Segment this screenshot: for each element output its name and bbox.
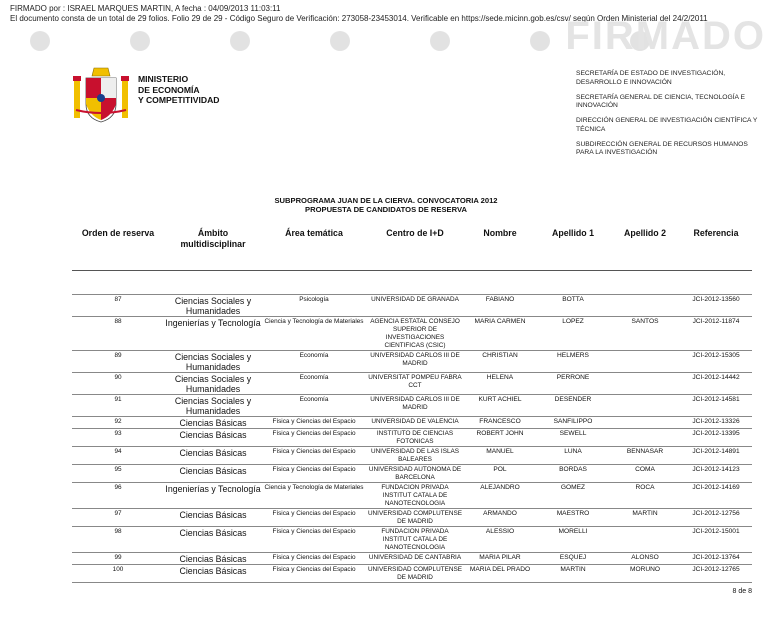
subject-area-cell: Ciencia y Tecnología de Materiales xyxy=(262,483,366,509)
reference-cell: JCI-2012-14442 xyxy=(680,373,752,395)
secretariat-block xyxy=(576,70,766,164)
field-cell: Ingenierías y Tecnología xyxy=(164,483,262,509)
reserve-order-cell: 93 xyxy=(72,429,164,447)
document-title: SUBPROGRAMA JUAN DE LA CIERVA. CONVOCATORIA 2012 xyxy=(274,196,498,205)
field-cell: Ciencias Sociales y Humanidades xyxy=(164,373,262,395)
reference-cell: JCI-2012-12765 xyxy=(680,565,752,583)
field-cell: Ciencias Básicas xyxy=(164,553,262,565)
reference-cell: JCI-2012-15305 xyxy=(680,351,752,373)
reference-cell: JCI-2012-12756 xyxy=(680,509,752,527)
document-subtitle: PROPUESTA DE CANDIDATOS DE RESERVA xyxy=(305,205,467,214)
surname-1-cell: MAESTRO xyxy=(536,509,610,527)
reference-cell: JCI-2012-13764 xyxy=(680,553,752,565)
subject-area-cell: Física y Ciencias del Espacio xyxy=(262,509,366,527)
surname-2-cell xyxy=(610,351,680,373)
reserve-order-cell: 91 xyxy=(72,395,164,417)
secretariat-line: SECRETARÍA DE ESTADO DE INVESTIGACIÓN, DESARROLLO E INNOVACIÓN xyxy=(576,70,726,86)
first-name-cell: MANUEL xyxy=(464,447,536,465)
surname-2-cell: MARTIN xyxy=(610,509,680,527)
surname-1-cell: LUNA xyxy=(536,447,610,465)
ministry-line-2: DE ECONOMÍA xyxy=(138,84,200,95)
surname-2-cell: BENNASAR xyxy=(610,447,680,465)
first-name-cell: MARIA DEL PRADO xyxy=(464,565,536,583)
subject-area-cell: Física y Ciencias del Espacio xyxy=(262,527,366,553)
reserve-order-cell: 95 xyxy=(72,465,164,483)
ministry-name xyxy=(138,74,220,106)
first-name-cell: ALEJANDRO xyxy=(464,483,536,509)
field-cell: Ciencias Sociales y Humanidades xyxy=(164,295,262,317)
subject-area-cell: Economía xyxy=(262,373,366,395)
reference-cell: JCI-2012-14581 xyxy=(680,395,752,417)
first-name-cell: MARIA CARMEN xyxy=(464,317,536,351)
field-cell: Ciencias Básicas xyxy=(164,527,262,553)
table-row xyxy=(72,465,752,483)
surname-2-cell: COMA xyxy=(610,465,680,483)
reserve-order-cell: 100 xyxy=(72,565,164,583)
first-name-cell: HELENA xyxy=(464,373,536,395)
reserve-order-cell: 99 xyxy=(72,553,164,565)
signature-line-2: El documento consta de un total de 29 folios. Folio 29 de 29 - Código Seguro de Verificación: 273058-23453014. Verificable en https://sede.micinn.gob.es/csv/ según Orden Ministerial del 24/2/2011 xyxy=(10,14,708,23)
reserve-order-cell: 87 xyxy=(72,295,164,317)
column-header: Ámbito multidisciplinar xyxy=(164,226,262,271)
research-center-cell: AGENCIA ESTATAL CONSEJO SUPERIOR DE INVESTIGACIONES CIENTIFICAS (CSIC) xyxy=(366,317,464,351)
subject-area-cell: Física y Ciencias del Espacio xyxy=(262,465,366,483)
reserve-order-cell: 89 xyxy=(72,351,164,373)
subject-area-cell: Física y Ciencias del Espacio xyxy=(262,553,366,565)
first-name-cell: CHRISTIAN xyxy=(464,351,536,373)
surname-1-cell: BOTTA xyxy=(536,295,610,317)
first-name-cell: FRANCESCO xyxy=(464,417,536,429)
table-row xyxy=(72,417,752,429)
research-center-cell: UNIVERSIDAD AUTONOMA DE BARCELONA xyxy=(366,465,464,483)
table-spacer-row xyxy=(72,271,752,295)
column-header: Centro de I+D xyxy=(366,226,464,271)
table-row xyxy=(72,483,752,509)
table-row xyxy=(72,317,752,351)
reference-cell: JCI-2012-14891 xyxy=(680,447,752,465)
surname-2-cell: MORUNO xyxy=(610,565,680,583)
reserve-order-cell: 92 xyxy=(72,417,164,429)
column-header: Orden de reserva xyxy=(72,226,164,271)
first-name-cell: ALESSIO xyxy=(464,527,536,553)
subject-area-cell: Psicología xyxy=(262,295,366,317)
surname-2-cell xyxy=(610,295,680,317)
research-center-cell: UNIVERSIDAD CARLOS III DE MADRID xyxy=(366,395,464,417)
subject-area-cell: Física y Ciencias del Espacio xyxy=(262,417,366,429)
research-center-cell: UNIVERSIDAD COMPLUTENSE DE MADRID xyxy=(367,566,463,581)
spacer-cell xyxy=(72,271,752,295)
reserve-order-cell: 90 xyxy=(72,373,164,395)
table-row xyxy=(72,295,752,317)
coat-of-arms-icon xyxy=(70,66,132,126)
table-row xyxy=(72,565,752,583)
table-row xyxy=(72,429,752,447)
field-cell: Ciencias Básicas xyxy=(164,509,262,527)
surname-2-cell xyxy=(610,527,680,553)
surname-1-cell: DESENDER xyxy=(536,395,610,417)
surname-1-cell: SANFILIPPO xyxy=(536,417,610,429)
column-header: Nombre xyxy=(464,226,536,271)
research-center-cell: UNIVERSIDAD CARLOS III DE MADRID xyxy=(366,351,464,373)
research-center-cell: FUNDACION PRIVADA INSTITUT CATALA DE NANOTECNOLOGIA xyxy=(366,483,464,509)
subject-area-cell: Física y Ciencias del Espacio xyxy=(262,447,366,465)
reference-cell: JCI-2012-13395 xyxy=(680,429,752,447)
surname-2-cell xyxy=(610,373,680,395)
reference-cell: JCI-2012-13560 xyxy=(680,295,752,317)
column-header: Referencia xyxy=(680,226,752,271)
table-header-row xyxy=(72,226,752,271)
surname-1-cell: LOPEZ xyxy=(536,317,610,351)
first-name-cell: ARMANDO xyxy=(464,509,536,527)
research-center-cell: UNIVERSIDAD DE VALENCIA xyxy=(366,417,464,429)
secretariat-line: SECRETARÍA GENERAL DE CIENCIA, TECNOLOGÍA E INNOVACIÓN xyxy=(576,93,745,109)
field-cell: Ingenierías y Tecnología xyxy=(164,317,262,351)
surname-1-cell: GOMEZ xyxy=(536,483,610,509)
subject-area-cell: Economía xyxy=(262,351,366,373)
field-cell: Ciencias Básicas xyxy=(164,447,262,465)
subject-area-cell: Física y Ciencias del Espacio xyxy=(262,565,366,583)
reserve-order-cell: 97 xyxy=(72,509,164,527)
secretariat-line: DIRECCIÓN GENERAL DE INVESTIGACIÓN CIENTÍFICA Y TÉCNICA xyxy=(576,117,758,133)
ministry-line-1: MINISTERIO xyxy=(138,74,189,84)
research-center-cell: FUNDACION PRIVADA INSTITUT CATALA DE NANOTECNOLOGIA xyxy=(366,527,464,553)
surname-2-cell: ALONSO xyxy=(610,553,680,565)
surname-2-cell xyxy=(610,417,680,429)
reserve-order-cell: 88 xyxy=(72,317,164,351)
reserve-candidates-table xyxy=(72,226,752,583)
surname-1-cell: BORDAS xyxy=(536,465,610,483)
surname-2-cell xyxy=(610,429,680,447)
column-header: Apellido 1 xyxy=(536,226,610,271)
surname-1-cell: SEWELL xyxy=(536,429,610,447)
first-name-cell: MARIA PILAR xyxy=(464,553,536,565)
research-center-cell: UNIVERSIDAD DE GRANADA xyxy=(366,295,464,317)
first-name-cell: KURT ACHIEL xyxy=(464,395,536,417)
reference-cell: JCI-2012-15001 xyxy=(680,527,752,553)
first-name-cell: ROBERT JOHN xyxy=(464,429,536,447)
signature-line-1: FIRMADO por : ISRAEL MARQUES MARTIN, A fecha : 04/09/2013 11:03:11 xyxy=(10,4,281,13)
field-cell: Ciencias Básicas xyxy=(164,565,262,583)
column-header: Apellido 2 xyxy=(610,226,680,271)
subject-area-cell: Física y Ciencias del Espacio xyxy=(262,429,366,447)
surname-1-cell: MORELLI xyxy=(536,527,610,553)
research-center-cell: INSTITUTO DE CIENCIAS FOTONICAS xyxy=(366,429,464,447)
research-center-cell: UNIVERSIDAD DE LAS ISLAS BALEARES xyxy=(366,447,464,465)
reference-cell: JCI-2012-11874 xyxy=(680,317,752,351)
reference-cell: JCI-2012-14123 xyxy=(680,465,752,483)
surname-1-cell: ESQUEJ xyxy=(536,553,610,565)
research-center-cell: UNIVERSIDAD COMPLUTENSE DE MADRID xyxy=(367,510,463,525)
field-cell: Ciencias Sociales y Humanidades xyxy=(164,395,262,417)
table-row xyxy=(72,373,752,395)
table-row xyxy=(72,553,752,565)
column-header: Área temática xyxy=(262,226,366,271)
surname-2-cell: ROCA xyxy=(610,483,680,509)
reference-cell: JCI-2012-13326 xyxy=(680,417,752,429)
first-name-cell: POL xyxy=(464,465,536,483)
surname-1-cell: MARTIN xyxy=(536,565,610,583)
surname-2-cell xyxy=(610,395,680,417)
first-name-cell: FABIANO xyxy=(464,295,536,317)
research-center-cell: UNIVERSIDAD DE CANTABRIA xyxy=(366,553,464,565)
table-row xyxy=(72,351,752,373)
table-row xyxy=(72,509,752,527)
reference-cell: JCI-2012-14169 xyxy=(680,483,752,509)
reserve-order-cell: 96 xyxy=(72,483,164,509)
table-row xyxy=(72,447,752,465)
table-row xyxy=(72,395,752,417)
research-center-cell: UNIVERSITAT POMPEU FABRA CCT xyxy=(366,373,464,395)
table-row xyxy=(72,527,752,553)
subject-area-cell: Ciencia y Tecnología de Materiales xyxy=(262,317,366,351)
surname-1-cell: HELMERS xyxy=(536,351,610,373)
firmado-watermark: FIRMADO xyxy=(565,14,766,58)
field-cell: Ciencias Básicas xyxy=(164,465,262,483)
subject-area-cell: Economía xyxy=(262,395,366,417)
page-number: 8 de 8 xyxy=(732,588,752,595)
surname-1-cell: PERRONE xyxy=(536,373,610,395)
reserve-order-cell: 98 xyxy=(72,527,164,553)
secretariat-line: SUBDIRECCIÓN GENERAL DE RECURSOS HUMANOS PARA LA INVESTIGACIÓN xyxy=(576,140,748,156)
field-cell: Ciencias Básicas xyxy=(164,417,262,429)
field-cell: Ciencias Sociales y Humanidades xyxy=(164,351,262,373)
ministry-line-3: Y COMPETITIVIDAD xyxy=(138,95,220,105)
reserve-order-cell: 94 xyxy=(72,447,164,465)
field-cell: Ciencias Básicas xyxy=(164,429,262,447)
surname-2-cell: SANTOS xyxy=(610,317,680,351)
